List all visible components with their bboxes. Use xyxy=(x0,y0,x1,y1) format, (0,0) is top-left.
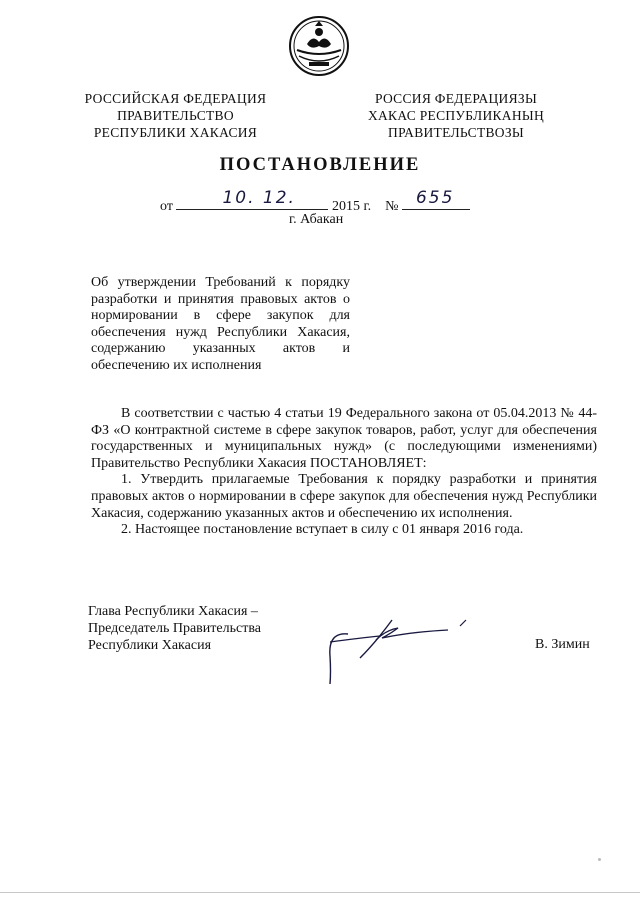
date-year: 2015 г. xyxy=(331,199,372,214)
coat-of-arms-icon xyxy=(287,14,351,78)
header-left-line: РОССИЙСКАЯ ФЕДЕРАЦИЯ xyxy=(84,91,267,106)
header-right xyxy=(356,90,556,141)
scan-speck xyxy=(598,858,601,861)
header-right-line: ХАКАС РЕСПУБЛИКАНЫҢ xyxy=(367,108,545,123)
header-left-line: ПРАВИТЕЛЬСТВО xyxy=(117,108,234,123)
number-field xyxy=(402,188,470,210)
number-sign: № xyxy=(385,199,399,214)
signatory-position xyxy=(88,603,261,654)
handwritten-signature xyxy=(320,612,480,692)
date-prefix: от xyxy=(160,199,173,214)
header-right-line: ПРАВИТЕЛЬСТВОЗЫ xyxy=(388,125,524,140)
document-body xyxy=(91,406,597,539)
signatory-line: Республики Хакасия xyxy=(88,638,212,653)
signatory-line: Глава Республики Хакасия – xyxy=(88,604,258,619)
document-title: ПОСТАНОВЛЕНИЕ xyxy=(219,155,421,175)
header-left xyxy=(78,90,273,141)
item-1-paragraph: 1. Утвердить прилагаемые Требования к порядку разработки и принятия правовых актов о нормировании в сфере закупок для обеспечения нужд Республики Хакасия, содержанию указанных актов и обеспечению их исполнения. xyxy=(91,472,597,521)
subject-block xyxy=(91,275,350,374)
handwritten-number: 655 xyxy=(415,188,455,208)
preamble-paragraph: В соответствии с частью 4 статьи 19 Федерального закона от 05.04.2013 № 44-ФЗ «О контрактной системе в сфере закупок товаров, работ, услуг для обеспечения государственных и муниципальных нужд» (с последующими изменениями) Правительство Республики Хакасия ПОСТАНОВЛЯЕТ: xyxy=(91,406,597,471)
header-left-line: РЕСПУБЛИКИ ХАКАСИЯ xyxy=(93,125,258,140)
subject-text: Об утверждении Требований к порядку разработки и принятия правовых актов о нормировании в сфере закупок для обеспечения нужд Республики Хакасия, содержанию указанных актов и обеспечению их исполнения xyxy=(91,275,350,373)
signatory-line: Председатель Правительства xyxy=(88,621,261,636)
date-field xyxy=(176,188,328,210)
handwritten-date: 10. 12. xyxy=(222,188,296,208)
signatory-name: В. Зимин xyxy=(535,637,590,652)
item-2-paragraph: 2. Настоящее постановление вступает в силу с 01 января 2016 года. xyxy=(121,522,524,538)
header-right-line: РОССИЯ ФЕДЕРАЦИЯЗЫ xyxy=(374,91,538,106)
scan-edge-line xyxy=(0,892,640,893)
city: г. Абакан xyxy=(289,212,344,227)
